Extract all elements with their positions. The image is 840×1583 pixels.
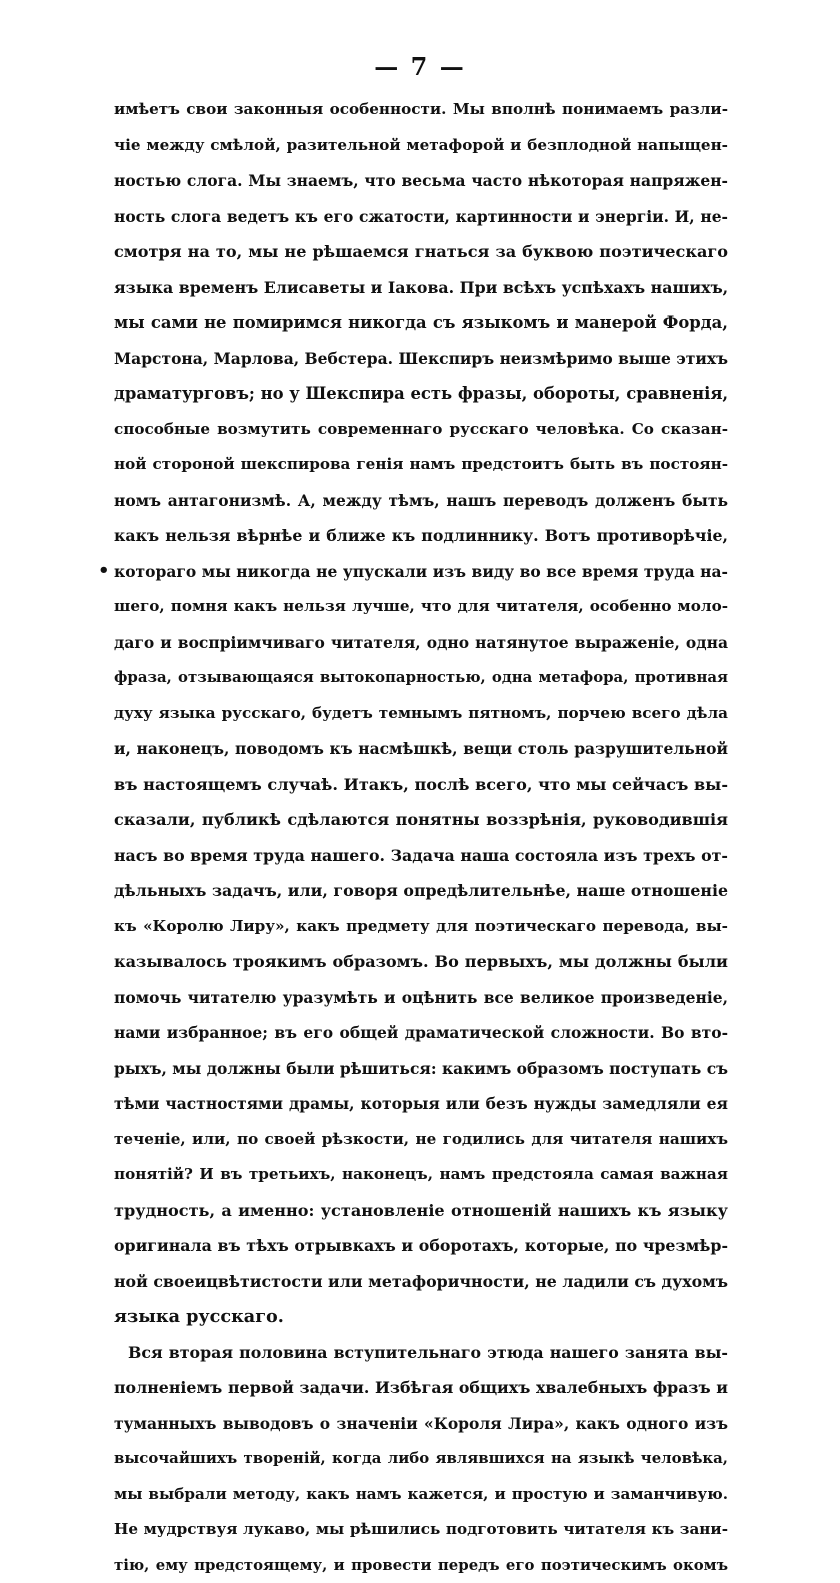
text-line: тѣми частностями драмы, которыя или безъ нужды замедляли ея [114,1086,728,1122]
text-line: въ настоящемъ случаѣ. Итакъ, послѣ всего, что мы сейчасъ вы- [114,767,728,803]
text-line: и, наконецъ, поводомъ къ насмѣшкѣ, вещи столь разрушительной [114,731,728,767]
text-line: туманныхъ выводовъ о значеніи «Короля Лира», какъ одного изъ [114,1406,728,1442]
paragraph-2 [114,1335,728,1583]
text-line: какъ нельзя вѣрнѣе и ближе къ подлиннику. Вотъ противорѣчіе, [114,518,728,554]
page-text [114,92,728,1583]
text-line: смотря на то, мы не рѣшаемся гнаться за буквою поэтическаго [114,234,728,270]
text-line: мы сами не помиримся никогда съ языкомъ и манерой Форда, [114,305,728,341]
text-line: къ «Королю Лиру», какъ предмету для поэтическаго перевода, вы- [114,909,728,945]
text-line: трудность, а именно: установленіе отношеній нашихъ къ языку [114,1193,728,1229]
text-line: сказали, публикѣ сдѣлаются понятны воззрѣнія, руководившія [114,802,728,838]
text-line: ной стороной шекспирова генія намъ предстоитъ быть въ постоян- [114,447,728,483]
text-line: Вся вторая половина вступительнаго этюда нашего занята вы- [114,1335,728,1371]
text-line: рыхъ, мы должны были рѣшиться: какимъ образомъ поступать съ [114,1051,728,1087]
text-line: языка временъ Елисаветы и Іакова. При всѣхъ успѣхахъ нашихъ, [114,270,728,306]
text-line: даго и воспріимчиваго читателя, одно натянутое выраженіе, одна [114,625,728,661]
text-line: имѣетъ свои законныя особенности. Мы вполнѣ понимаемъ разли- [114,92,728,128]
text-line: тію, ему предстоящему, и провести передъ его поэтическимъ окомъ [114,1548,728,1583]
text-line: Марстона, Марлова, Вебстера. Шекспиръ неизмѣримо выше этихъ [114,341,728,377]
text-line: чіе между смѣлой, разительной метафорой и безплодной напыщен- [114,128,728,164]
text-line: оригинала въ тѣхъ отрывкахъ и оборотахъ, которые, по чрезмѣр- [114,1228,728,1264]
text-line: высочайшихъ твореній, когда либо являвшихся на языкѣ человѣка, [114,1441,728,1477]
text-line: помочь читателю уразумѣть и оцѣнить все великое произведеніе, [114,980,728,1016]
text-line: способные возмутить современнаго русскаго человѣка. Со сказан- [114,412,728,448]
text-line: языка русскаго. [114,1299,728,1335]
text-line: казывалось троякимъ образомъ. Во первыхъ, мы должны были [114,944,728,980]
text-line: котораго мы никогда не упускали изъ виду во все время труда на- [114,554,728,590]
margin-mark: • [98,560,110,581]
text-line: дѣльныхъ задачъ, или, говоря опредѣлительнѣе, наше отношеніе [114,873,728,909]
text-line: теченіе, или, по своей рѣзкости, не годились для читателя нашихъ [114,1122,728,1158]
page-number: — 7 — [0,52,840,81]
text-line: понятій? И въ третьихъ, наконецъ, намъ предстояла самая важная [114,1157,728,1193]
text-line: ной своеицвѣтистости или метафоричности, не ладили съ духомъ [114,1264,728,1300]
text-line: нами избранное; въ его общей драматической сложности. Во вто- [114,1015,728,1051]
text-line: духу языка русскаго, будетъ темнымъ пятномъ, порчею всего дѣла [114,696,728,732]
paragraph-1 [114,92,728,1335]
text-line: драматурговъ; но у Шекспира есть фразы, обороты, сравненія, [114,376,728,412]
text-line: мы выбрали методу, какъ намъ кажется, и простую и заманчивую. [114,1477,728,1513]
text-line: Не мудрствуя лукаво, мы рѣшились подготовить читателя къ зани- [114,1512,728,1548]
text-line: ностью слога. Мы знаемъ, что весьма часто нѣкоторая напряжен- [114,163,728,199]
text-line: шего, помня какъ нельзя лучше, что для читателя, особенно моло- [114,589,728,625]
text-line: насъ во время труда нашего. Задача наша состояла изъ трехъ от- [114,838,728,874]
text-line: фраза, отзывающаяся вытокопарностью, одна метафора, противная [114,660,728,696]
text-line: полненіемъ первой задачи. Избѣгая общихъ хвалебныхъ фразъ и [114,1370,728,1406]
text-line: ность слога ведетъ къ его сжатости, картинности и энергіи. И, не- [114,199,728,235]
text-line: номъ антагонизмѣ. А, между тѣмъ, нашъ переводъ долженъ быть [114,483,728,519]
